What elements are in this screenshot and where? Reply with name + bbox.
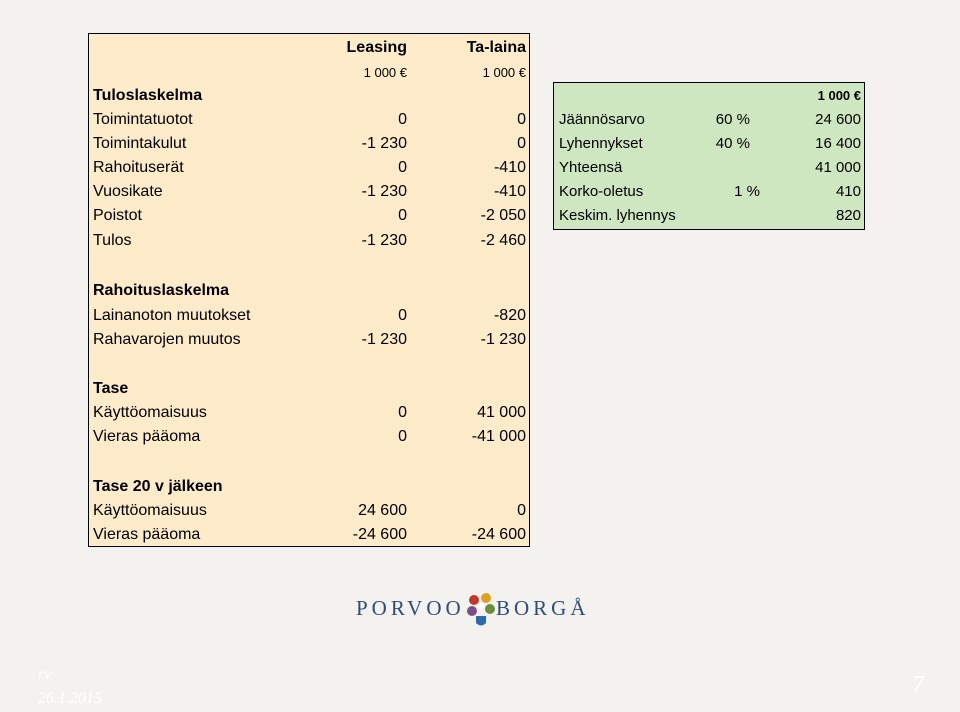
side-row: Yhteensä 41 000 [559,159,861,176]
side-row: Korko-oletus 1 % 410 [559,183,861,200]
table-row: Tulos -1 230 -2 460 [93,232,526,249]
porvoo-borga-logo [356,590,606,630]
section-title-tuloslaskelma: Tuloslaskelma [93,87,203,104]
side-unit: 1 000 € [817,88,861,103]
side-row: Jäännösarvo 60 % 24 600 [559,111,861,128]
header-row [89,36,529,60]
header-leasing: Leasing [346,39,407,56]
table-row: Vieras pääoma 0 -41 000 [93,428,526,445]
table-row: Rahavarojen muutos -1 230 -1 230 [93,331,526,348]
footer-author: rv [38,666,52,683]
table-row: Vieras pääoma -24 600 -24 600 [93,526,526,543]
main-table [88,33,530,547]
table-row: Vuosikate -1 230 -410 [93,183,526,200]
unit-ta-laina: 1 000 € [482,65,526,80]
logo-emblem-icon [466,590,496,630]
section-title-tase: Tase [93,380,129,397]
logo-text-porvoo: PORVOO [356,596,465,620]
table-row: Toimintakulut -1 230 0 [93,135,526,152]
footer-date: 26.1.2015 [38,690,102,707]
unit-leasing: 1 000 € [363,65,407,80]
section-title-tase-20v: Tase 20 v jälkeen [93,478,223,495]
table-row: Poistot 0 -2 050 [93,207,526,224]
side-row: Lyhennykset 40 % 16 400 [559,135,861,152]
side-unit-row [554,84,864,108]
logo-text-borga: BORGÅ [496,596,590,620]
side-row: Keskim. lyhennys 820 [559,207,861,224]
table-row: Toimintatuotot 0 0 [93,111,526,128]
table-row: Käyttöomaisuus 24 600 0 [93,502,526,519]
table-row: Lainanoton muutokset 0 -820 [93,307,526,324]
page-number: 7 [912,672,924,698]
table-row: Käyttöomaisuus 0 41 000 [93,404,526,421]
table-row: Rahoituserät 0 -410 [93,159,526,176]
section-title-rahoituslaskelma: Rahoituslaskelma [93,282,230,299]
side-table [553,82,865,230]
header-ta-laina: Ta-laina [466,39,526,56]
unit-row [89,61,529,85]
